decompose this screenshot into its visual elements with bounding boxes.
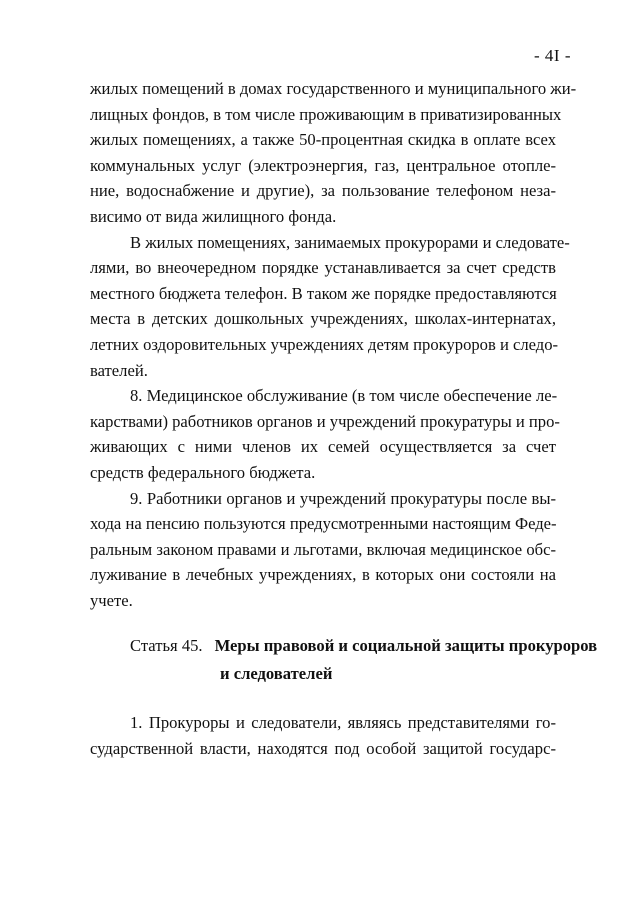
text-line: лями, во внеочередном порядке устанавливается за счет средств — [90, 258, 556, 278]
text-line: коммунальных услуг (электроэнергия, газ, центральное отопле- — [90, 155, 556, 175]
text-line: вателей. — [90, 360, 148, 380]
text-line: ральным законом правами и льготами, включая медицинское обс- — [90, 539, 556, 559]
text-line: лищных фондов, в том числе проживающим в приватизированных — [90, 104, 562, 124]
text-line: висимо от вида жилищного фонда. — [90, 207, 337, 226]
text-line: В жилых помещениях, занимаемых прокурорами и следовате- — [130, 232, 570, 252]
text-line: луживание в лечебных учреждениях, в которых они состояли на — [90, 565, 556, 585]
text-line: учете. — [90, 591, 133, 610]
text-line: 9. Работники органов и учреждений прокуратуры после вы- — [130, 488, 556, 508]
text-line: средств федерального бюджета. — [90, 463, 316, 482]
page-number: - 4I - — [534, 46, 571, 65]
text-line: сударственной власти, находятся под особой защитой государс- — [90, 738, 556, 758]
text-line: 1. Прокуроры и следователи, являясь представителями го- — [130, 713, 556, 732]
article-number: Статья 45. — [130, 636, 203, 655]
text-line: места в детских дошкольных учреждениях, школах-интернатах, — [90, 309, 556, 329]
text-line: жилых помещений в домах государственного и муниципального жи- — [90, 79, 577, 98]
article-title-line-2: и следователей — [220, 664, 333, 683]
text-line: карствами) работников органов и учреждений прокуратуры и про- — [90, 411, 560, 431]
text-line: местного бюджета телефон. В таком же порядке предоставляются — [90, 283, 557, 303]
text-line: живающих с ними членов их семей осуществляется за счет — [90, 437, 556, 457]
text-line: летних оздоровительных учреждениях детям прокуроров и следо- — [90, 335, 559, 354]
text-line: жилых помещениях, а также 50-процентная скидка в оплате всех — [90, 130, 556, 150]
text-line: 8. Медицинское обслуживание (в том числе обеспечение ле- — [130, 386, 558, 406]
article-title-line-1: Меры правовой и социальной защиты прокуроров — [214, 636, 598, 655]
text-line: ние, водоснабжение и другие), за пользование телефоном неза- — [90, 181, 556, 201]
article-heading — [130, 635, 597, 657]
text-line: хода на пенсию пользуются предусмотренными настоящим Феде- — [90, 514, 557, 534]
